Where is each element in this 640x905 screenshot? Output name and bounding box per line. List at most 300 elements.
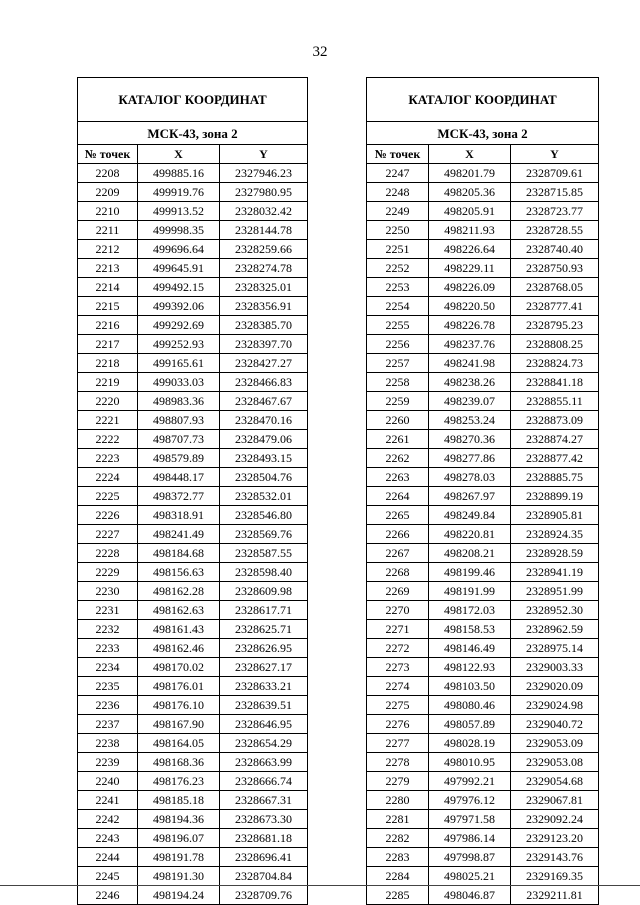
table-row: [367, 183, 599, 202]
point-number-cell: 2222: [78, 430, 138, 449]
y-coordinate-cell: 2328924.35: [511, 525, 599, 544]
x-coordinate-cell: 498278.03: [429, 468, 511, 487]
x-coordinate-cell: 498220.81: [429, 525, 511, 544]
table-row: [78, 316, 308, 335]
point-number-cell: 2235: [78, 677, 138, 696]
y-coordinate-cell: 2328728.55: [511, 221, 599, 240]
x-coordinate-cell: 498191.99: [429, 582, 511, 601]
table-row: [78, 772, 308, 791]
x-coordinate-cell: 498046.87: [429, 886, 511, 905]
x-coordinate-cell: 498270.36: [429, 430, 511, 449]
table-row: [367, 335, 599, 354]
point-number-cell: 2216: [78, 316, 138, 335]
point-number-cell: 2284: [367, 867, 429, 886]
y-coordinate-cell: 2328667.31: [220, 791, 308, 810]
y-coordinate-cell: 2328709.76: [220, 886, 308, 905]
x-coordinate-cell: 498318.91: [138, 506, 220, 525]
table-row: [367, 772, 599, 791]
table-row: [367, 601, 599, 620]
table-row: [367, 430, 599, 449]
x-coordinate-cell: 498158.53: [429, 620, 511, 639]
table-row: [367, 392, 599, 411]
table-row: [367, 278, 599, 297]
y-coordinate-cell: 2328874.27: [511, 430, 599, 449]
table-row: [367, 202, 599, 221]
table-row: [367, 639, 599, 658]
x-coordinate-cell: 498161.43: [138, 620, 220, 639]
point-number-cell: 2249: [367, 202, 429, 221]
point-number-cell: 2228: [78, 544, 138, 563]
table-row: [78, 544, 308, 563]
y-coordinate-cell: 2328795.23: [511, 316, 599, 335]
table-row: [367, 677, 599, 696]
y-coordinate-cell: 2329020.09: [511, 677, 599, 696]
x-coordinate-cell: 498146.49: [429, 639, 511, 658]
y-coordinate-cell: 2328144.78: [220, 221, 308, 240]
y-coordinate-cell: 2328885.75: [511, 468, 599, 487]
table-row: [367, 563, 599, 582]
point-number-cell: 2221: [78, 411, 138, 430]
x-coordinate-cell: 497976.12: [429, 791, 511, 810]
x-coordinate-cell: 498220.50: [429, 297, 511, 316]
y-coordinate-cell: 2328504.76: [220, 468, 308, 487]
point-number-cell: 2246: [78, 886, 138, 905]
y-coordinate-cell: 2328569.76: [220, 525, 308, 544]
y-coordinate-cell: 2328696.41: [220, 848, 308, 867]
y-coordinate-cell: 2328654.29: [220, 734, 308, 753]
point-number-cell: 2275: [367, 696, 429, 715]
column-header-x: X: [138, 145, 220, 164]
y-coordinate-cell: 2328663.99: [220, 753, 308, 772]
y-coordinate-cell: 2328356.91: [220, 297, 308, 316]
point-number-cell: 2210: [78, 202, 138, 221]
x-coordinate-cell: 498167.90: [138, 715, 220, 734]
point-number-cell: 2270: [367, 601, 429, 620]
x-coordinate-cell: 498237.76: [429, 335, 511, 354]
table-row: [78, 449, 308, 468]
y-coordinate-cell: 2329040.72: [511, 715, 599, 734]
y-coordinate-cell: 2328587.55: [220, 544, 308, 563]
point-number-cell: 2254: [367, 297, 429, 316]
table-row: [78, 164, 308, 183]
x-coordinate-cell: 498172.03: [429, 601, 511, 620]
table-row: [367, 715, 599, 734]
point-number-cell: 2239: [78, 753, 138, 772]
x-coordinate-cell: 498707.73: [138, 430, 220, 449]
point-number-cell: 2219: [78, 373, 138, 392]
y-coordinate-cell: 2329003.33: [511, 658, 599, 677]
x-coordinate-cell: 498103.50: [429, 677, 511, 696]
table-row: [78, 202, 308, 221]
table-row: [78, 639, 308, 658]
y-coordinate-cell: 2328627.17: [220, 658, 308, 677]
y-coordinate-cell: 2328325.01: [220, 278, 308, 297]
x-coordinate-cell: 499492.15: [138, 278, 220, 297]
x-coordinate-cell: 499392.06: [138, 297, 220, 316]
table-row: [367, 582, 599, 601]
x-coordinate-cell: 498579.89: [138, 449, 220, 468]
y-coordinate-cell: 2328873.09: [511, 411, 599, 430]
point-number-cell: 2217: [78, 335, 138, 354]
point-number-cell: 2282: [367, 829, 429, 848]
y-coordinate-cell: 2328824.73: [511, 354, 599, 373]
x-coordinate-cell: 498226.64: [429, 240, 511, 259]
y-coordinate-cell: 2329123.20: [511, 829, 599, 848]
x-coordinate-cell: 499998.35: [138, 221, 220, 240]
table-row: [78, 677, 308, 696]
y-coordinate-cell: 2329024.98: [511, 696, 599, 715]
x-coordinate-cell: 498205.36: [429, 183, 511, 202]
y-coordinate-cell: 2328928.59: [511, 544, 599, 563]
table-row: [78, 753, 308, 772]
y-coordinate-cell: 2329053.08: [511, 753, 599, 772]
point-number-cell: 2258: [367, 373, 429, 392]
catalog-title: КАТАЛОГ КООРДИНАТ: [78, 78, 308, 122]
point-number-cell: 2276: [367, 715, 429, 734]
y-coordinate-cell: 2328646.95: [220, 715, 308, 734]
x-coordinate-cell: 498194.36: [138, 810, 220, 829]
point-number-cell: 2259: [367, 392, 429, 411]
point-number-cell: 2274: [367, 677, 429, 696]
point-number-cell: 2248: [367, 183, 429, 202]
table-row: [367, 658, 599, 677]
y-coordinate-cell: 2328032.42: [220, 202, 308, 221]
y-coordinate-cell: 2328681.18: [220, 829, 308, 848]
table-row: [78, 734, 308, 753]
table-row: [367, 411, 599, 430]
y-coordinate-cell: 2329067.81: [511, 791, 599, 810]
point-number-cell: 2255: [367, 316, 429, 335]
y-coordinate-cell: 2328905.81: [511, 506, 599, 525]
point-number-cell: 2280: [367, 791, 429, 810]
y-coordinate-cell: 2328598.40: [220, 563, 308, 582]
table-row: [78, 810, 308, 829]
table-row: [367, 373, 599, 392]
point-number-cell: 2232: [78, 620, 138, 639]
point-number-cell: 2234: [78, 658, 138, 677]
coordinate-catalog-left: [77, 77, 308, 905]
table-row: [78, 525, 308, 544]
x-coordinate-cell: 498448.17: [138, 468, 220, 487]
point-number-cell: 2285: [367, 886, 429, 905]
point-number-cell: 2236: [78, 696, 138, 715]
x-coordinate-cell: 499885.16: [138, 164, 220, 183]
y-coordinate-cell: 2328962.59: [511, 620, 599, 639]
x-coordinate-cell: 498025.21: [429, 867, 511, 886]
table-row: [78, 411, 308, 430]
x-coordinate-cell: 498226.09: [429, 278, 511, 297]
x-coordinate-cell: 498208.21: [429, 544, 511, 563]
x-coordinate-cell: 497998.87: [429, 848, 511, 867]
point-number-cell: 2262: [367, 449, 429, 468]
table-row: [367, 829, 599, 848]
y-coordinate-cell: 2327980.95: [220, 183, 308, 202]
x-coordinate-cell: 498211.93: [429, 221, 511, 240]
table-row: [367, 753, 599, 772]
x-coordinate-cell: 497992.21: [429, 772, 511, 791]
y-coordinate-cell: 2329169.35: [511, 867, 599, 886]
x-coordinate-cell: 498164.05: [138, 734, 220, 753]
point-number-cell: 2242: [78, 810, 138, 829]
y-coordinate-cell: 2328899.19: [511, 487, 599, 506]
point-number-cell: 2283: [367, 848, 429, 867]
point-number-cell: 2223: [78, 449, 138, 468]
point-number-cell: 2238: [78, 734, 138, 753]
x-coordinate-cell: 499913.52: [138, 202, 220, 221]
x-coordinate-cell: 498162.63: [138, 601, 220, 620]
y-coordinate-cell: 2328855.11: [511, 392, 599, 411]
x-coordinate-cell: 498028.19: [429, 734, 511, 753]
x-coordinate-cell: 498185.18: [138, 791, 220, 810]
y-coordinate-cell: 2328841.18: [511, 373, 599, 392]
table-row: [367, 354, 599, 373]
table-row: [367, 487, 599, 506]
y-coordinate-cell: 2328777.41: [511, 297, 599, 316]
x-coordinate-cell: 498168.36: [138, 753, 220, 772]
table-row: [78, 297, 308, 316]
y-coordinate-cell: 2328768.05: [511, 278, 599, 297]
point-number-cell: 2224: [78, 468, 138, 487]
point-number-cell: 2247: [367, 164, 429, 183]
y-coordinate-cell: 2329143.76: [511, 848, 599, 867]
x-coordinate-cell: 498176.01: [138, 677, 220, 696]
x-coordinate-cell: 498229.11: [429, 259, 511, 278]
y-coordinate-cell: 2328609.98: [220, 582, 308, 601]
y-coordinate-cell: 2328259.66: [220, 240, 308, 259]
column-header-y: Y: [511, 145, 599, 164]
point-number-cell: 2256: [367, 335, 429, 354]
x-coordinate-cell: 498205.91: [429, 202, 511, 221]
table-row: [78, 886, 308, 905]
point-number-cell: 2264: [367, 487, 429, 506]
y-coordinate-cell: 2328617.71: [220, 601, 308, 620]
table-row: [367, 259, 599, 278]
x-coordinate-cell: 498162.46: [138, 639, 220, 658]
x-coordinate-cell: 499696.64: [138, 240, 220, 259]
table-row: [367, 525, 599, 544]
x-coordinate-cell: 497986.14: [429, 829, 511, 848]
table-row: [78, 221, 308, 240]
y-coordinate-cell: 2328666.74: [220, 772, 308, 791]
x-coordinate-cell: 499645.91: [138, 259, 220, 278]
point-number-cell: 2215: [78, 297, 138, 316]
page-number: 32: [312, 44, 328, 60]
point-number-cell: 2281: [367, 810, 429, 829]
y-coordinate-cell: 2328975.14: [511, 639, 599, 658]
table-row: [367, 620, 599, 639]
column-header-point: № точек: [78, 145, 138, 164]
table-row: [367, 544, 599, 563]
point-number-cell: 2226: [78, 506, 138, 525]
table-row: [78, 354, 308, 373]
x-coordinate-cell: 499292.69: [138, 316, 220, 335]
table-row: [367, 468, 599, 487]
y-coordinate-cell: 2328470.16: [220, 411, 308, 430]
y-coordinate-cell: 2328639.51: [220, 696, 308, 715]
point-number-cell: 2265: [367, 506, 429, 525]
table-row: [78, 240, 308, 259]
x-coordinate-cell: 498199.46: [429, 563, 511, 582]
x-coordinate-cell: 498170.02: [138, 658, 220, 677]
x-coordinate-cell: 498249.84: [429, 506, 511, 525]
y-coordinate-cell: 2329054.68: [511, 772, 599, 791]
table-row: [78, 487, 308, 506]
table-row: [367, 848, 599, 867]
table-row: [78, 563, 308, 582]
y-coordinate-cell: 2328467.67: [220, 392, 308, 411]
table-row: [78, 582, 308, 601]
point-number-cell: 2209: [78, 183, 138, 202]
point-number-cell: 2251: [367, 240, 429, 259]
y-coordinate-cell: 2329211.81: [511, 886, 599, 905]
y-coordinate-cell: 2328274.78: [220, 259, 308, 278]
point-number-cell: 2263: [367, 468, 429, 487]
y-coordinate-cell: 2328427.27: [220, 354, 308, 373]
y-coordinate-cell: 2328704.84: [220, 867, 308, 886]
point-number-cell: 2225: [78, 487, 138, 506]
x-coordinate-cell: 498201.79: [429, 164, 511, 183]
table-row: [78, 183, 308, 202]
table-row: [367, 886, 599, 905]
x-coordinate-cell: 498162.28: [138, 582, 220, 601]
x-coordinate-cell: 498277.86: [429, 449, 511, 468]
coordinate-catalog-right: [366, 77, 599, 905]
table-row: [367, 297, 599, 316]
point-number-cell: 2241: [78, 791, 138, 810]
y-coordinate-cell: 2328750.93: [511, 259, 599, 278]
coordinate-system: МСК-43, зона 2: [78, 122, 308, 145]
x-coordinate-cell: 499033.03: [138, 373, 220, 392]
y-coordinate-cell: 2328951.99: [511, 582, 599, 601]
table-row: [78, 468, 308, 487]
x-coordinate-cell: 498983.36: [138, 392, 220, 411]
footer-divider: [0, 885, 640, 886]
y-coordinate-cell: 2329053.09: [511, 734, 599, 753]
x-coordinate-cell: 498241.49: [138, 525, 220, 544]
point-number-cell: 2214: [78, 278, 138, 297]
table-row: [78, 867, 308, 886]
y-coordinate-cell: 2328385.70: [220, 316, 308, 335]
x-coordinate-cell: 499252.93: [138, 335, 220, 354]
table-row: [367, 734, 599, 753]
point-number-cell: 2271: [367, 620, 429, 639]
x-coordinate-cell: 498196.07: [138, 829, 220, 848]
table-row: [367, 506, 599, 525]
point-number-cell: 2279: [367, 772, 429, 791]
point-number-cell: 2277: [367, 734, 429, 753]
point-number-cell: 2243: [78, 829, 138, 848]
x-coordinate-cell: 498239.07: [429, 392, 511, 411]
x-coordinate-cell: 497971.58: [429, 810, 511, 829]
y-coordinate-cell: 2328709.61: [511, 164, 599, 183]
point-number-cell: 2266: [367, 525, 429, 544]
y-coordinate-cell: 2328466.83: [220, 373, 308, 392]
table-row: [367, 867, 599, 886]
point-number-cell: 2208: [78, 164, 138, 183]
table-row: [78, 259, 308, 278]
table-row: [78, 430, 308, 449]
point-number-cell: 2268: [367, 563, 429, 582]
x-coordinate-cell: 498226.78: [429, 316, 511, 335]
point-number-cell: 2230: [78, 582, 138, 601]
point-number-cell: 2272: [367, 639, 429, 658]
y-coordinate-cell: 2328626.95: [220, 639, 308, 658]
y-coordinate-cell: 2328723.77: [511, 202, 599, 221]
x-coordinate-cell: 498241.98: [429, 354, 511, 373]
catalog-title: КАТАЛОГ КООРДИНАТ: [367, 78, 599, 122]
table-row: [78, 829, 308, 848]
table-row: [367, 221, 599, 240]
table-row: [78, 392, 308, 411]
table-row: [367, 696, 599, 715]
x-coordinate-cell: 498807.93: [138, 411, 220, 430]
point-number-cell: 2267: [367, 544, 429, 563]
x-coordinate-cell: 498253.24: [429, 411, 511, 430]
y-coordinate-cell: 2328479.06: [220, 430, 308, 449]
x-coordinate-cell: 498191.30: [138, 867, 220, 886]
point-number-cell: 2212: [78, 240, 138, 259]
column-header-y: Y: [220, 145, 308, 164]
point-number-cell: 2213: [78, 259, 138, 278]
point-number-cell: 2211: [78, 221, 138, 240]
y-coordinate-cell: 2328397.70: [220, 335, 308, 354]
point-number-cell: 2278: [367, 753, 429, 772]
table-row: [78, 715, 308, 734]
table-row: [367, 791, 599, 810]
y-coordinate-cell: 2328625.71: [220, 620, 308, 639]
y-coordinate-cell: 2328546.80: [220, 506, 308, 525]
x-coordinate-cell: 498156.63: [138, 563, 220, 582]
point-number-cell: 2237: [78, 715, 138, 734]
table-row: [367, 240, 599, 259]
coordinate-system: МСК-43, зона 2: [367, 122, 599, 145]
x-coordinate-cell: 498176.10: [138, 696, 220, 715]
x-coordinate-cell: 498372.77: [138, 487, 220, 506]
x-coordinate-cell: 498080.46: [429, 696, 511, 715]
column-header-x: X: [429, 145, 511, 164]
table-body: [78, 164, 308, 905]
y-coordinate-cell: 2328633.21: [220, 677, 308, 696]
x-coordinate-cell: 498194.24: [138, 886, 220, 905]
table-row: [78, 620, 308, 639]
x-coordinate-cell: 498191.78: [138, 848, 220, 867]
x-coordinate-cell: 498267.97: [429, 487, 511, 506]
x-coordinate-cell: 498176.23: [138, 772, 220, 791]
table-row: [367, 810, 599, 829]
point-number-cell: 2220: [78, 392, 138, 411]
point-number-cell: 2252: [367, 259, 429, 278]
table-row: [78, 791, 308, 810]
table-row: [78, 373, 308, 392]
point-number-cell: 2244: [78, 848, 138, 867]
y-coordinate-cell: 2328532.01: [220, 487, 308, 506]
x-coordinate-cell: 499165.61: [138, 354, 220, 373]
y-coordinate-cell: 2328941.19: [511, 563, 599, 582]
point-number-cell: 2233: [78, 639, 138, 658]
table-body: [367, 164, 599, 905]
point-number-cell: 2273: [367, 658, 429, 677]
table-row: [78, 506, 308, 525]
x-coordinate-cell: 498238.26: [429, 373, 511, 392]
point-number-cell: 2245: [78, 867, 138, 886]
y-coordinate-cell: 2328877.42: [511, 449, 599, 468]
point-number-cell: 2269: [367, 582, 429, 601]
x-coordinate-cell: 498122.93: [429, 658, 511, 677]
y-coordinate-cell: 2328715.85: [511, 183, 599, 202]
point-number-cell: 2257: [367, 354, 429, 373]
point-number-cell: 2240: [78, 772, 138, 791]
point-number-cell: 2231: [78, 601, 138, 620]
